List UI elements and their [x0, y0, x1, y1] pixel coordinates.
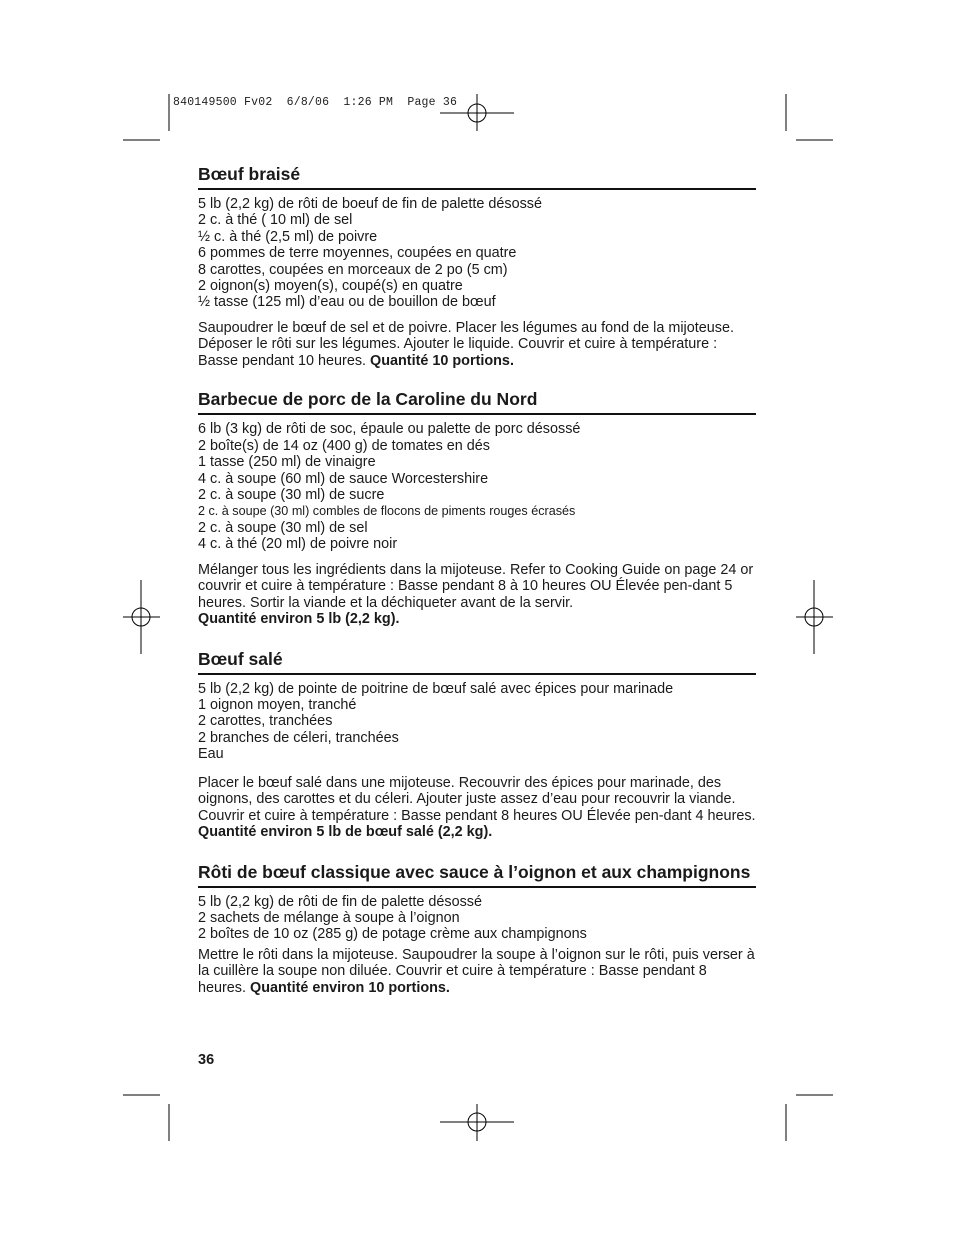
recipe-yield: Quantité 10 portions. [370, 352, 514, 369]
registration-mark-top [440, 94, 514, 131]
ingredient-item: ½ c. à thé (2,5 ml) de poivre [198, 228, 378, 245]
ingredient-item: 2 oignon(s) moyen(s), coupé(s) en quatre [198, 278, 463, 295]
recipe-method [198, 775, 756, 841]
ingredient-item: Eau [198, 746, 224, 763]
ingredient-item: 4 c. à thé (20 ml) de poivre noir [198, 536, 398, 553]
ingredient-item: 2 c. à soupe (30 ml) de sucre [198, 486, 385, 503]
recipe-boeuf-braise [198, 164, 756, 369]
recipe-method [198, 320, 756, 370]
page-content [198, 164, 756, 996]
recipe-title: Bœuf braisé [198, 164, 756, 190]
ingredient-item: 4 c. à soupe (60 ml) de sauce Worcestershire [198, 470, 489, 487]
method-text: Placer le bœuf salé dans une mijoteuse. Recouvrir des épices pour marinade, des oignons, des carottes et du céleri. Ajouter juste assez d’eau pour recouvrir la viande. Couvrir et cuire à température : Basse pendant 8 heures OU Élevée pen-dant 4 heures. [198, 774, 756, 824]
ingredient-item: 2 sachets de mélange à soupe à l’oignon [198, 910, 460, 927]
recipe-yield: Quantité environ 5 lb (2,2 kg). [198, 611, 400, 628]
ingredient-item: 6 lb (3 kg) de rôti de soc, épaule ou palette de porc désossé [198, 421, 581, 438]
ingredient-list [198, 894, 756, 943]
ingredient-item: 8 carottes, coupées en morceaux de 2 po (5 cm) [198, 261, 508, 278]
method-text: Saupoudrer le bœuf de sel et de poivre. Placer les légumes au fond de la mijoteuse. Déposer le rôti sur les légumes. Ajouter le liquide. Couvrir et cuire à température : Basse pendant 10 heures. [198, 319, 734, 369]
recipe-title: Barbecue de porc de la Caroline du Nord [198, 389, 756, 415]
ingredient-item: 1 tasse (250 ml) de vinaigre [198, 454, 376, 471]
registration-mark-right [796, 580, 833, 654]
recipe-title: Rôti de bœuf classique avec sauce à l’oignon et aux champignons [198, 862, 756, 888]
print-slug: 840149500 Fv02 6/8/06 1:26 PM Page 36 [173, 96, 458, 109]
page-number: 36 [198, 1052, 215, 1068]
ingredient-list [198, 196, 756, 311]
ingredient-item: 1 oignon moyen, tranché [198, 697, 357, 713]
ingredient-item: 2 c. à thé ( 10 ml) de sel [198, 212, 353, 229]
ingredient-list [198, 681, 756, 763]
ingredient-item: 2 c. à soupe (30 ml) combles de flocons de piments rouges écrasés [198, 504, 576, 519]
ingredient-item: ½ tasse (125 ml) d’eau ou de bouillon de bœuf [198, 294, 496, 311]
registration-mark-left [123, 580, 160, 654]
method-text: Mélanger tous les ingrédients dans la mijoteuse. Refer to Cooking Guide on page 24 or couvrir et cuire à température : Basse pendant 8 à 10 heures OU Élevée pen-dant 5 heures. Sortir la viande et la déchiqueter avant de la servir. [198, 561, 754, 611]
ingredient-item: 5 lb (2,2 kg) de rôti de boeuf de fin de palette désossé [198, 196, 543, 212]
recipe-method [198, 947, 756, 997]
recipe-title: Bœuf salé [198, 649, 756, 675]
ingredient-item: 2 c. à soupe (30 ml) de sel [198, 519, 368, 536]
ingredient-item: 5 lb (2,2 kg) de rôti de fin de palette désossé [198, 893, 482, 910]
recipe-roti-classique [198, 862, 756, 997]
ingredient-item: 5 lb (2,2 kg) de pointe de poitrine de bœuf salé avec épices pour marinade [198, 680, 674, 697]
method-text: Mettre le rôti dans la mijoteuse. Saupoudrer la soupe à l’oignon sur le rôti, puis verser à la cuillère la soupe non diluée. Couvrir et cuire à température : Basse pendant 8 heures. [198, 946, 755, 996]
recipe-boeuf-sale [198, 649, 756, 841]
recipe-yield: Quantité environ 10 portions. [250, 979, 450, 996]
recipe-method [198, 562, 756, 628]
recipe-barbecue-porc [198, 389, 756, 627]
ingredient-item: 2 boîte(s) de 14 oz (400 g) de tomates en dés [198, 437, 490, 454]
ingredient-item: 2 carottes, tranchées [198, 713, 333, 730]
ingredient-list [198, 421, 756, 552]
registration-mark-bottom [440, 1104, 514, 1141]
recipe-yield: Quantité environ 5 lb de bœuf salé (2,2 kg). [198, 824, 493, 841]
ingredient-item: 6 pommes de terre moyennes, coupées en quatre [198, 245, 517, 262]
ingredient-item: 2 branches de céleri, tranchées [198, 729, 399, 746]
ingredient-item: 2 boîtes de 10 oz (285 g) de potage crème aux champignons [198, 926, 587, 943]
